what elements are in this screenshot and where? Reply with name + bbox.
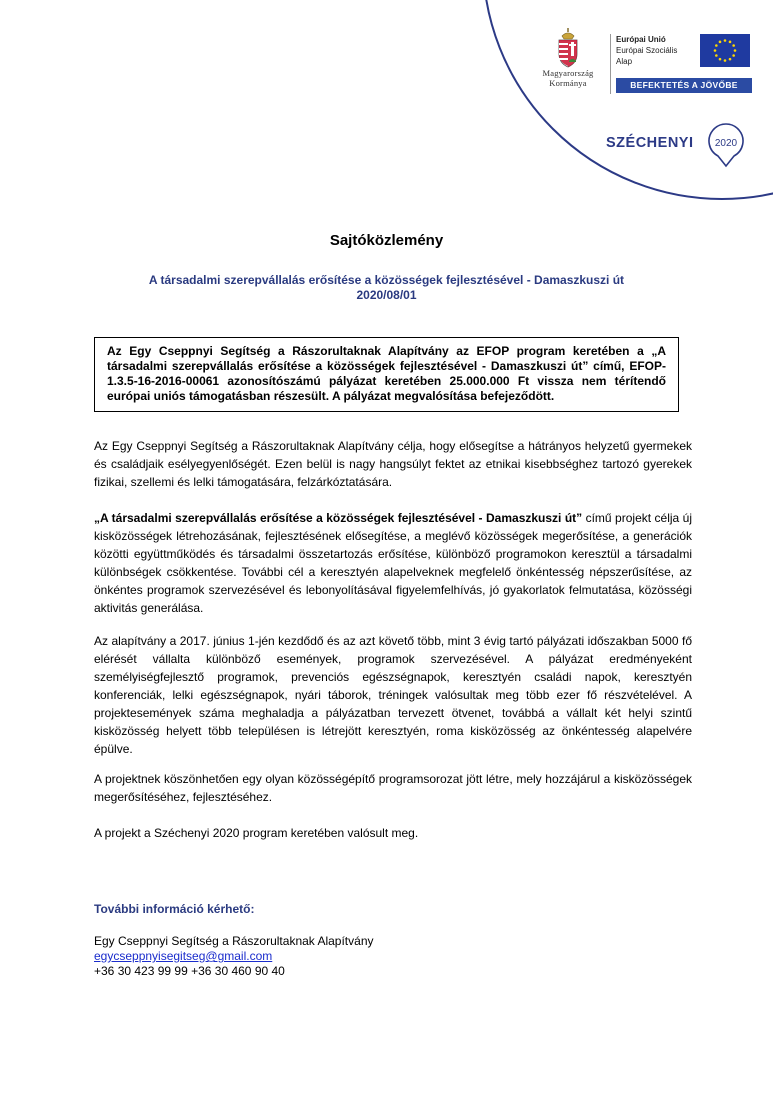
szechenyi-word: SZÉCHENYI <box>606 135 694 151</box>
logo-divider <box>610 34 611 94</box>
paragraph-3: Az alapítvány a 2017. június 1-jén kezdődő és az azt követő több, mint 3 évig tartó pályázati időszakban 5000 fő elérését vállalta különböző események, programok szervezésével. A pályázat eredményeként személyiségfejlesztő programok, prevenciós egészségnapok, keresztyén családi napok, keresztyén konferenciák, lelki egészségnapok, nyári táborok, tréningek valósultak meg több ezer fő részvételével. A projektesemények száma meghaladja a pályázatban tervezett ötvenet, továbbá a vállalt két helyi szintű kisközösség helyett több településen is létrejött keresztyén, roma kisközösség az önkéntesség alapelvére épülve. <box>94 634 692 756</box>
summary-box: Az Egy Cseppnyi Segítség a Rászorultaknak Alapítvány az EFOP program keretében a „A társadalmi szerepvállalás erősítése a közösségek fejlesztésével - Damaszkuszi út” című, EFOP-1.3.5-16-2016-00061 azonosítószámú pályázat keretében 25.000.000 Ft vissza nem térítendő európai uniós támogatásban részesült. A pályázat megvalósítása befejeződött. <box>94 337 679 412</box>
coat-of-arms-icon <box>555 28 581 68</box>
paragraph-5: A projekt a Széchenyi 2020 program keretében valósult meg. <box>94 826 419 840</box>
eu-line3: Alap <box>616 57 633 66</box>
eu-banner: BEFEKTETÉS A JÖVŐBE <box>616 78 752 93</box>
contact-block <box>94 934 374 979</box>
eu-logo-text <box>616 34 677 67</box>
location-pin-icon <box>704 122 748 168</box>
eu-star <box>714 49 717 52</box>
contact-email-link[interactable]: egycseppnyisegitseg@gmail.com <box>94 949 273 963</box>
header-arc <box>482 0 773 200</box>
contact-heading: További információ kérhető: <box>94 902 255 916</box>
eu-star <box>734 49 737 52</box>
hungarian-government-logo <box>530 28 606 88</box>
subtitle <box>90 273 683 303</box>
eu-line2: Európai Szociális <box>616 46 678 55</box>
eu-star <box>729 58 732 61</box>
paragraph-1: Az Egy Cseppnyi Segítség a Rászorultaknak Alapítvány célja, hogy elősegítse a hátrányos helyzetű gyermekek és családjaik esélyegyenlőségét. Ezen belül is nagy hangsúlyt fektet az etnikai kisebbséghez tartozó gyerekek fizikai, szellemi és lelki támogatására, felzárkóztatására. <box>94 439 692 489</box>
szechenyi-year: 2020 <box>714 138 738 149</box>
paragraph-2 <box>94 509 692 617</box>
eu-star <box>719 58 722 61</box>
eu-star <box>732 54 735 57</box>
eu-star <box>724 39 727 42</box>
paragraph-2-bold-title: „A társadalmi szerepvállalás erősítése a közösségek fejlesztésével - Damaszkuszi út” <box>94 511 583 525</box>
eu-star <box>724 59 727 62</box>
contact-organization: Egy Cseppnyi Segítség a Rászorultaknak Alapítvány <box>94 934 374 948</box>
eu-star <box>732 44 735 47</box>
paragraph-4: A projektnek köszönhetően egy olyan közösségépítő programsorozat jött létre, mely hozzájárul a kisközösségek megerősítéséhez, fejlesztéséhez. <box>94 772 692 804</box>
eu-line1: Európai Unió <box>616 35 666 44</box>
subtitle-line1: A társadalmi szerepvállalás erősítése a közösségek fejlesztésével - Damaszkuszi út <box>148 273 625 287</box>
eu-flag-icon <box>700 34 750 67</box>
gov-logo-line2: Kormánya <box>549 78 587 88</box>
eu-star <box>719 41 722 44</box>
gov-logo-line1: Magyarország <box>542 68 594 78</box>
paragraph-2-text: című projekt célja új kisközösségek létrehozásának, fejlesztésének elősegítése, a meglévő közösségek megerősítése, a generációk közötti együttműködés és társadalmi összetartozás erősítése, különböző programokon keresztül a társadalmi különbségek csökkentése. További cél a keresztyén alapelveknek megfelelő önkéntesség népszerűsítése, az önkéntes programok szervezésével és lebonyolításával figyelemfelhívás, jó gyakorlatok felmutatása, közösségi aktivitás generálása. <box>94 511 692 615</box>
eu-star <box>715 54 718 57</box>
eu-star <box>729 41 732 44</box>
contact-phones: +36 30 423 99 99 +36 30 460 90 40 <box>94 964 285 978</box>
subtitle-date: 2020/08/01 <box>356 288 417 302</box>
eu-star <box>715 44 718 47</box>
page-title: Sajtóközlemény <box>329 232 444 249</box>
